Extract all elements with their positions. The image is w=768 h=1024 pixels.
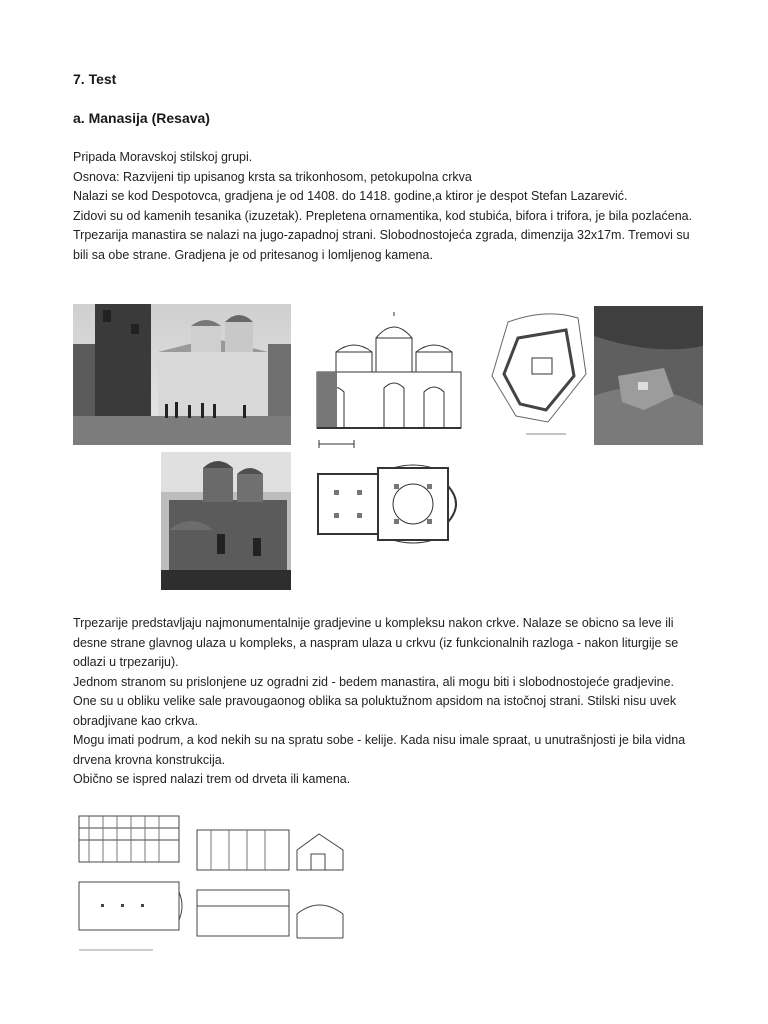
drawing-church-plan bbox=[314, 464, 466, 544]
intro-paragraph: Nalazi se kod Despotovca, gradjena je od 1408. do 1418. godine,a ktiror je despot Stefan Lazarević. bbox=[73, 189, 628, 203]
intro-paragraph: Osnova: Razvijeni tip upisanog krsta sa trikonhosom, petokupolna crkva bbox=[73, 169, 472, 184]
intro-paragraph: Pripada Moravskoj stilskoj grupi. bbox=[73, 150, 253, 164]
body-text bbox=[73, 614, 693, 790]
intro-paragraph: Zidovi su od kamenih tesanika (izuzetak). Prepletena ornamentika, kod stubića, bifora i trifora, je bila pozlaćena. bbox=[73, 208, 693, 223]
intro-paragraph: Trpezarija manastira se nalazi na jugo-zapadnoj strani. Slobodnostojeća zgrada, dimenzija 32x17m. Tremovi su bili sa obe strane. Gradjena je od pritesanog i lomljenog kamena. bbox=[73, 228, 690, 262]
drawing-fortress-plan bbox=[486, 304, 588, 442]
drawing-church-section bbox=[314, 312, 464, 452]
photo-aerial-view bbox=[594, 306, 703, 445]
photo-church-domes bbox=[161, 452, 291, 590]
photo-monastery-tower bbox=[73, 304, 291, 445]
drawing-refectory-elevation-plan bbox=[73, 810, 185, 960]
drawing-refectory-sections bbox=[193, 826, 355, 956]
body-paragraph: Trpezarije predstavljaju najmonumentalnije gradjevine u kompleksu nakon crkve. Nalaze se obicno sa leve ili desne strane glavnog ulaza u kompleks, a naspram ulaza u crkvu (iz funkcionalnih razloga - nakon liturgije se odlazi u trpezariju). bbox=[73, 616, 679, 669]
body-paragraph: Jednom stranom su prislonjene uz ogradni zid - bedem manastira, ali mogu biti i slobodnostojeće gradjevine. One su u obliku velike sale pravougaonog oblika sa poluktužnom apsidom na istočnoj strani. Stilski nisu uvek obradjivane kao crkva. bbox=[73, 674, 677, 728]
body-paragraph: Mogu imati podrum, a kod nekih su na spratu sobe - kelije. Kada nisu imale spraat, u unutrašnjosti je bila vidna drvena krovna konstrukcija. bbox=[73, 733, 686, 767]
section-title: 7. Test bbox=[73, 71, 117, 87]
subsection-title: a. Manasija (Resava) bbox=[73, 110, 210, 126]
intro-text bbox=[73, 148, 693, 265]
body-paragraph: Obično se ispred nalazi trem od drveta ili kamena. bbox=[73, 772, 351, 786]
